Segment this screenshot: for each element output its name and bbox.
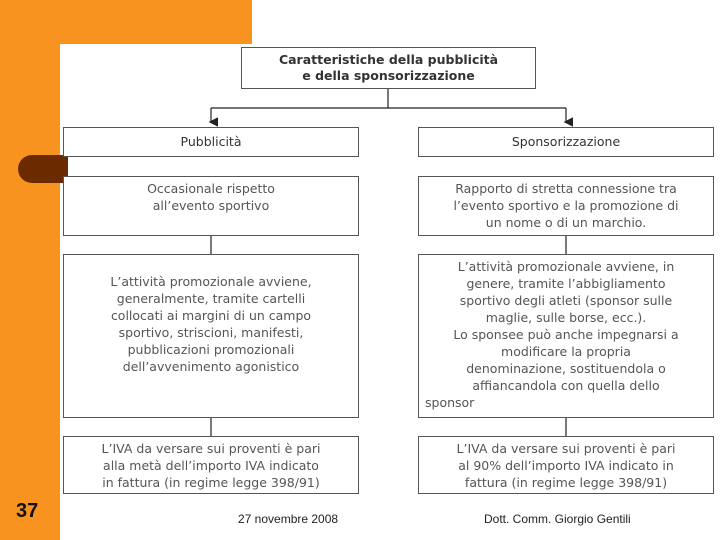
left-box-2 [63,254,359,418]
right-box-2-line: genere, tramite l’abbigliamento [466,276,666,291]
right-box-2-line: Lo sponsee può anche impegnarsi a [453,327,679,342]
left-box-2-line: pubblicazioni promozionali [127,342,295,357]
right-box-1 [418,176,714,236]
header-pubblicita: Pubblicità [63,127,359,157]
left-box-3-line: in fattura (in regime legge 398/91) [102,475,320,490]
footer-author: Dott. Comm. Giorgio Gentili [484,512,631,526]
right-box-2-line: L’attività promozionale avviene, in [457,259,675,274]
left-box-2-line: L’attività promozionale avviene, [110,274,312,289]
right-box-3-line: al 90% dell’importo IVA indicato in [458,458,674,473]
right-box-1-line: Rapporto di stretta connessione tra [455,181,677,196]
left-box-2-line: sportivo, striscioni, manifesti, [118,325,304,340]
right-box-3-line: L’IVA da versare sui proventi è pari [456,441,676,456]
diagram-title-box [241,47,536,89]
right-box-1-line: l’evento sportivo e la promozione di [453,198,679,213]
right-box-2-line: sponsor [425,395,475,410]
title-line-2: e della sponsorizzazione [302,68,475,83]
left-box-2-line: collocati ai margini di un campo [110,308,312,323]
left-box-3 [63,436,359,494]
right-box-2-line: affiancandola con quella dello [472,378,660,393]
left-box-2-line: generalmente, tramite cartelli [116,291,306,306]
left-box-3-line: L’IVA da versare sui proventi è pari [101,441,321,456]
footer-date: 27 novembre 2008 [238,512,339,526]
slide-number: 37 [16,500,39,522]
header-sponsorizzazione: Sponsorizzazione [418,127,714,157]
left-box-3-line: alla metà dell’importo IVA indicato [103,458,319,473]
left-box-1 [63,176,359,236]
right-box-3-line: fattura (in regime legge 398/91) [464,475,668,490]
left-box-2-line: dell’avvenimento agonistico [122,359,300,374]
title-line-1: Caratteristiche della pubblicità [278,52,499,67]
left-box-1-line: Occasionale rispetto [147,181,275,196]
right-box-2-line: maglie, sulle borse, ecc.). [485,310,647,325]
right-box-2-line: modificare la propria [501,344,631,359]
right-box-1-line: un nome o di un marchio. [485,215,647,230]
right-box-2-line: denominazione, sostituendola o [466,361,666,376]
right-box-2 [418,254,714,418]
left-box-1-line: all’evento sportivo [152,198,270,213]
right-box-3 [418,436,714,494]
right-box-2-line: sportivo degli atleti (sponsor sulle [459,293,673,308]
